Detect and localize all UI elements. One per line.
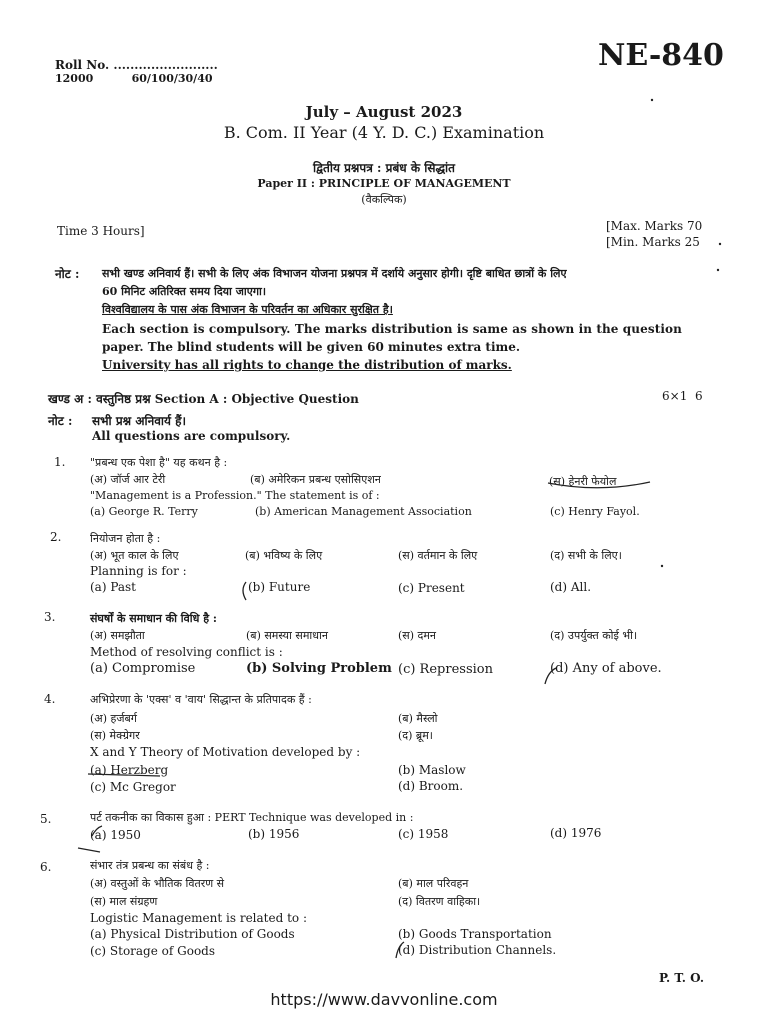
option-english: (b) Future bbox=[248, 580, 311, 594]
pen-tick-mark bbox=[92, 826, 102, 836]
question-hindi: नियोजन होता है : bbox=[90, 532, 161, 545]
option-english: (b) Solving Problem bbox=[246, 661, 392, 676]
option-hindi: (अ) भूत काल के लिए bbox=[90, 549, 179, 562]
question-number: 5. bbox=[40, 812, 52, 826]
option-hindi: (स) मेक्ग्रेगर bbox=[90, 729, 140, 742]
note-label: नोट : bbox=[55, 267, 80, 281]
paper-title-english: Paper II : PRINCIPLE OF MANAGEMENT bbox=[257, 177, 511, 190]
question-hindi: संभार तंत्र प्रबन्ध का संबंध है : bbox=[90, 859, 210, 872]
option-english: (a) George R. Terry bbox=[90, 505, 198, 518]
option-english: (c) Storage of Goods bbox=[90, 944, 216, 958]
question-number: 4. bbox=[44, 692, 56, 706]
question-number: 3. bbox=[44, 610, 56, 624]
option-english: (d) 1976 bbox=[550, 826, 602, 840]
note-english-line-2: paper. The blind students will be given 60 minutes extra time. bbox=[102, 340, 521, 354]
option-english: (c) Present bbox=[398, 581, 465, 595]
option-english: (d) Broom. bbox=[398, 779, 464, 793]
note-hindi-line-3: विश्वविद्यालय के पास अंक विभाजन के परिवर्तन का अधिकार सुरक्षित है। bbox=[102, 303, 393, 316]
section-a-marks: 6×1 6 bbox=[662, 389, 703, 403]
option-hindi: (अ) जॉर्ज आर टेरी bbox=[90, 473, 166, 486]
exam-session: July – August 2023 bbox=[305, 103, 463, 121]
pen-tick-mark bbox=[396, 942, 404, 958]
exam-title: B. Com. II Year (4 Y. D. C.) Examination bbox=[223, 123, 545, 142]
option-english: (c) 1958 bbox=[398, 827, 449, 841]
question-hindi: अभिप्रेरणा के 'एक्स' व 'वाय' सिद्धान्त के प्रतिपादक हैं : bbox=[90, 693, 312, 706]
note-english-line-3: University has all rights to change the distribution of marks. bbox=[102, 358, 512, 372]
paper-optional: (वैकल्पिक) bbox=[361, 193, 407, 206]
pen-tick-mark bbox=[243, 582, 246, 600]
option-hindi: (अ) वस्तुओं के भौतिक वितरण से bbox=[90, 877, 225, 890]
footer-url[interactable]: https://www.davvonline.com bbox=[270, 990, 498, 1009]
question-english: Method of resolving conflict is : bbox=[90, 645, 283, 659]
option-english: (a) Physical Distribution of Goods bbox=[90, 927, 295, 941]
option-hindi: (द) वितरण वाहिका। bbox=[398, 895, 481, 908]
option-english: (a) Herzberg bbox=[90, 763, 169, 777]
option-hindi: (स) हेनरी फेयोल bbox=[549, 475, 617, 488]
option-hindi: (ब) भविष्य के लिए bbox=[245, 549, 323, 562]
roll-number: Roll No. ......................... bbox=[55, 58, 218, 72]
option-english: (b) 1956 bbox=[248, 827, 300, 841]
option-hindi: (स) दमन bbox=[398, 629, 437, 642]
note-hindi-line-2: 60 मिनिट अतिरिक्त समय दिया जाएगा। bbox=[102, 285, 267, 298]
option-hindi: (ब) समस्या समाधान bbox=[246, 629, 328, 642]
time-allowed: Time 3 Hours] bbox=[57, 224, 145, 238]
question-number: 2. bbox=[50, 530, 62, 544]
option-english: (d) All. bbox=[550, 580, 592, 594]
option-hindi: (स) वर्तमान के लिए bbox=[398, 549, 478, 562]
option-hindi: (अ) समझौता bbox=[90, 629, 145, 642]
section-note-label: नोट : bbox=[48, 414, 73, 428]
note-hindi-line-1: सभी खण्ड अनिवार्य हैं। सभी के लिए अंक विभाजन योजना प्रश्नपत्र में दर्शाये अनुसार होगी। दृष्टि बाधित छात्रों के लिए bbox=[102, 267, 567, 280]
section-note-hindi: सभी प्रश्न अनिवार्य हैं। bbox=[92, 414, 187, 428]
option-hindi: (ब) मैस्लो bbox=[398, 712, 438, 725]
pen-underline-mark bbox=[548, 482, 650, 488]
option-english: (b) Goods Transportation bbox=[398, 927, 552, 941]
option-hindi: (ब) अमेरिकन प्रबन्ध एसोसिएशन bbox=[250, 473, 381, 486]
option-english: (c) Mc Gregor bbox=[90, 780, 176, 794]
paper-code: NE-840 bbox=[598, 38, 724, 73]
question-hindi: "प्रबन्ध एक पेशा है" यह कथन है : bbox=[90, 456, 228, 469]
pen-underline-mark bbox=[88, 774, 160, 776]
question-english: Planning is for : bbox=[90, 564, 187, 578]
option-english: (a) Compromise bbox=[90, 661, 196, 676]
paper-title-hindi: द्वितीय प्रश्नपत्र : प्रबंध के सिद्धांत bbox=[312, 161, 456, 175]
option-hindi: (द) ब्रूम। bbox=[398, 729, 433, 742]
min-marks: [Min. Marks 25 bbox=[606, 235, 700, 249]
option-hindi: (अ) हर्जबर्ग bbox=[90, 712, 137, 725]
question-english: X and Y Theory of Motivation developed by : bbox=[90, 745, 361, 759]
option-hindi: (द) सभी के लिए। bbox=[550, 549, 622, 562]
option-hindi: (स) माल संग्रहण bbox=[90, 895, 158, 908]
question-hindi: संघर्षों के समाधान की विधि है : bbox=[90, 612, 217, 625]
option-english: (d) Any of above. bbox=[550, 661, 662, 676]
option-english: (a) Past bbox=[90, 580, 137, 594]
question-hindi: पर्ट तकनीक का विकास हुआ : PERT Technique was developed in : bbox=[90, 811, 414, 824]
option-english: (b) American Management Association bbox=[255, 505, 472, 518]
note-english-line-1: Each section is compulsory. The marks distribution is same as shown in the question bbox=[102, 322, 682, 336]
option-hindi: (ब) माल परिवहन bbox=[398, 877, 469, 890]
question-number: 6. bbox=[40, 860, 52, 874]
code-line: 12000 60/100/30/40 bbox=[55, 72, 213, 85]
option-english: (d) Distribution Channels. bbox=[398, 943, 557, 957]
pen-dash-mark bbox=[78, 848, 100, 852]
section-a-title: खण्ड अ : वस्तुनिष्ठ प्रश्न Section A : Objective Question bbox=[48, 392, 359, 406]
option-english: (b) Maslow bbox=[398, 763, 466, 777]
option-english: (c) Henry Fayol. bbox=[550, 505, 640, 518]
pen-tick-mark bbox=[545, 668, 556, 684]
question-english: "Management is a Profession." The statement is of : bbox=[90, 489, 380, 502]
option-english: (a) 1950 bbox=[90, 828, 141, 842]
section-note-english: All questions are compulsory. bbox=[92, 429, 291, 443]
max-marks: [Max. Marks 70 bbox=[606, 219, 703, 233]
option-hindi: (द) उपर्युक्त कोई भी। bbox=[550, 629, 638, 642]
page-turn-over: P. T. O. bbox=[659, 971, 705, 985]
option-english: (c) Repression bbox=[398, 662, 493, 677]
question-number: 1. bbox=[54, 455, 66, 469]
question-english: Logistic Management is related to : bbox=[90, 911, 307, 925]
